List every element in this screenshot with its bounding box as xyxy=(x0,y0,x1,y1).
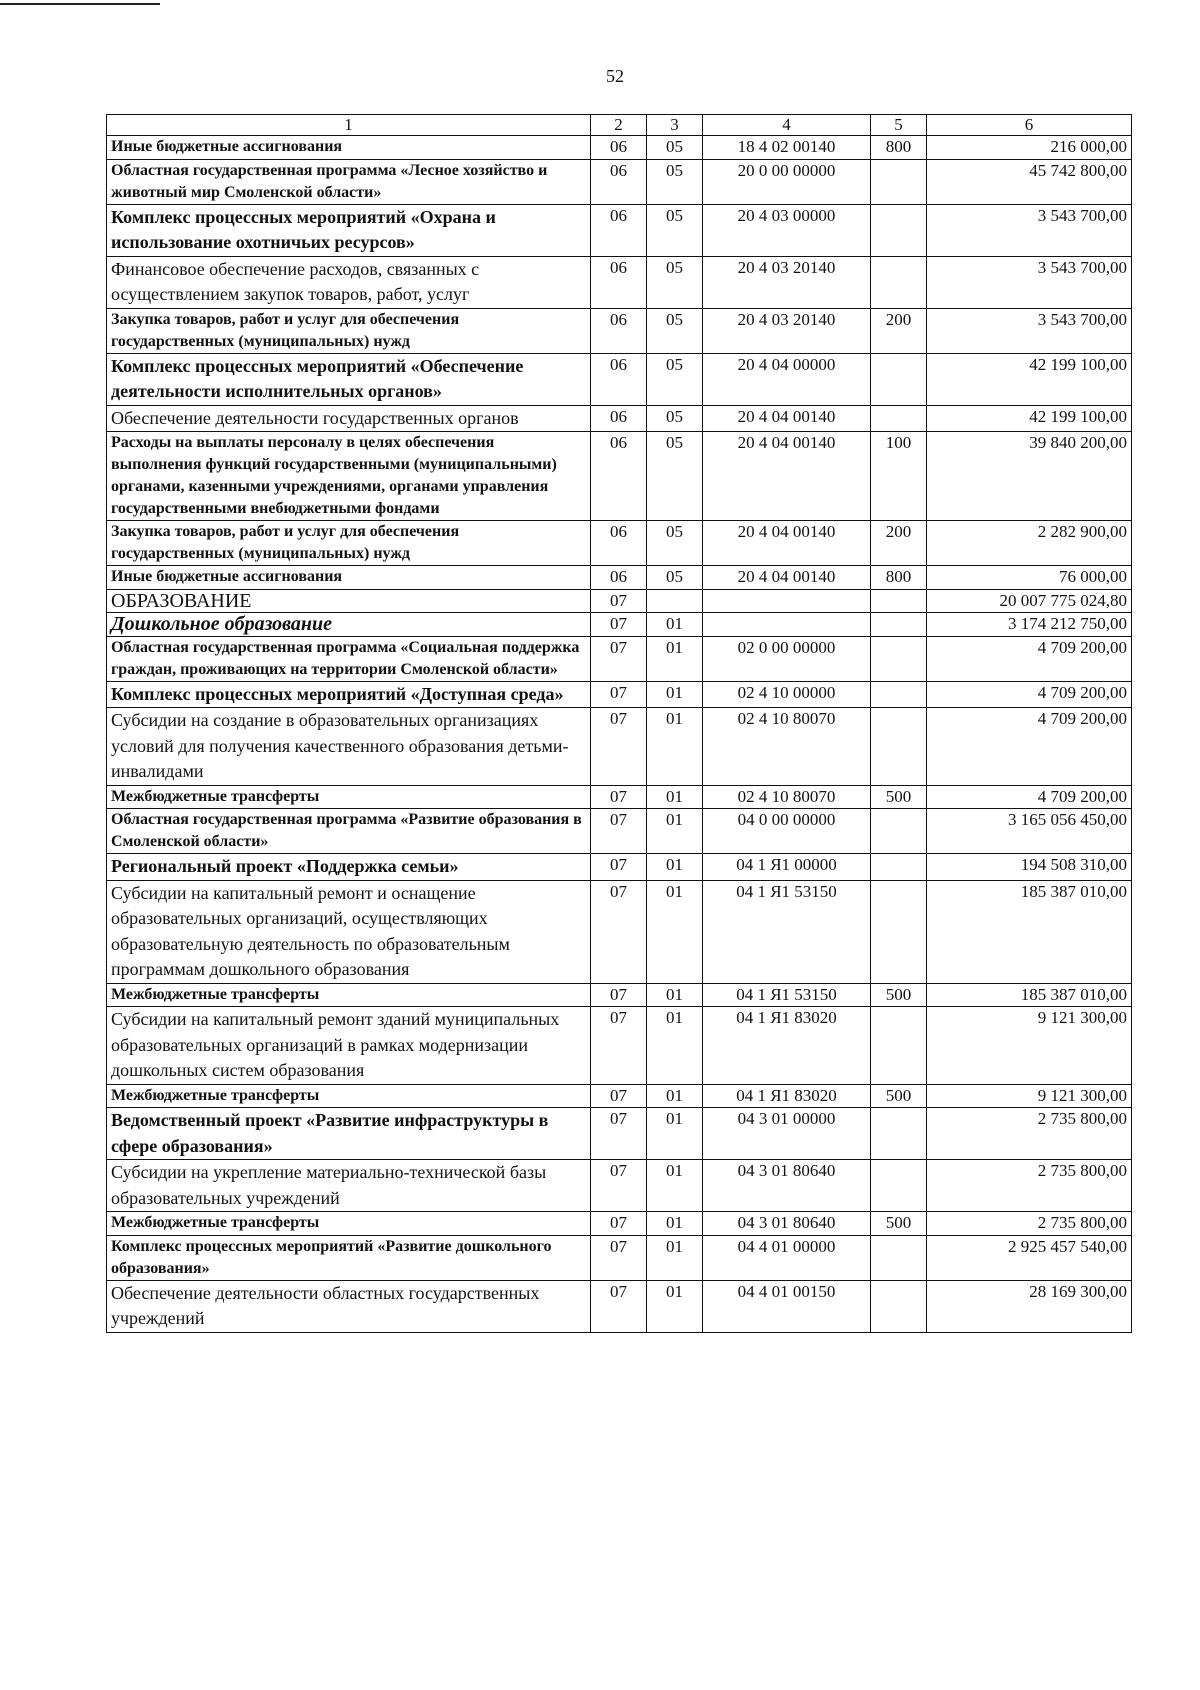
amount-cell: 4 709 200,00 xyxy=(927,708,1132,786)
target-article-cell: 20 4 04 00140 xyxy=(703,521,871,566)
row-name-cell: ОБРАЗОВАНИЕ xyxy=(107,589,591,613)
section-code-cell: 06 xyxy=(591,256,647,308)
subsection-code-cell: 05 xyxy=(647,256,703,308)
amount-cell: 3 543 700,00 xyxy=(927,308,1132,353)
subsection-code-cell: 05 xyxy=(647,521,703,566)
expense-type-cell: 200 xyxy=(871,308,927,353)
section-code-cell: 07 xyxy=(591,613,647,637)
row-name-cell: Закупка товаров, работ и услуг для обеспечения государственных (муниципальных) нужд xyxy=(107,521,591,566)
amount-cell: 185 387 010,00 xyxy=(927,983,1132,1007)
amount-cell: 4 709 200,00 xyxy=(927,636,1132,681)
target-article-cell: 20 4 04 00140 xyxy=(703,405,871,432)
amount-cell: 2 735 800,00 xyxy=(927,1108,1132,1160)
expense-type-cell xyxy=(871,880,927,983)
row-name-cell: Финансовое обеспечение расходов, связанных с осуществлением закупок товаров, работ, услуг xyxy=(107,256,591,308)
section-code-cell: 06 xyxy=(591,566,647,590)
scan-edge-line xyxy=(0,3,160,5)
row-name-cell: Областная государственная программа «Социальная поддержка граждан, проживающих на территории Смоленской области» xyxy=(107,636,591,681)
table-row xyxy=(107,432,1132,521)
table-row xyxy=(107,809,1132,854)
table-row xyxy=(107,983,1132,1007)
section-code-cell: 07 xyxy=(591,809,647,854)
section-code-cell: 07 xyxy=(591,1212,647,1236)
section-code-cell: 06 xyxy=(591,159,647,204)
table-row xyxy=(107,405,1132,432)
row-name-cell: Расходы на выплаты персоналу в целях обеспечения выполнения функций государственными (муниципальными) органами, казенными учреждениями, органами управления государственными внебюджетными фондами xyxy=(107,432,591,521)
subsection-code-cell: 01 xyxy=(647,1160,703,1212)
col-header-3: 3 xyxy=(647,115,703,136)
expense-type-cell xyxy=(871,1235,927,1280)
expense-type-cell xyxy=(871,256,927,308)
table-row xyxy=(107,1084,1132,1108)
section-code-cell: 07 xyxy=(591,708,647,786)
target-article-cell: 04 4 01 00000 xyxy=(703,1235,871,1280)
expense-type-cell xyxy=(871,353,927,405)
section-code-cell: 07 xyxy=(591,1160,647,1212)
subsection-code-cell: 01 xyxy=(647,809,703,854)
expense-type-cell xyxy=(871,1280,927,1332)
expense-type-cell xyxy=(871,204,927,256)
target-article-cell: 04 0 00 00000 xyxy=(703,809,871,854)
amount-cell: 39 840 200,00 xyxy=(927,432,1132,521)
section-code-cell: 07 xyxy=(591,854,647,881)
section-code-cell: 07 xyxy=(591,785,647,809)
subsection-code-cell: 05 xyxy=(647,159,703,204)
amount-cell: 9 121 300,00 xyxy=(927,1007,1132,1085)
target-article-cell: 20 4 04 00140 xyxy=(703,432,871,521)
expense-type-cell: 500 xyxy=(871,1084,927,1108)
row-name-cell: Комплекс процессных мероприятий «Доступная среда» xyxy=(107,681,591,708)
target-article-cell: 04 4 01 00150 xyxy=(703,1280,871,1332)
expense-type-cell xyxy=(871,1108,927,1160)
table-row xyxy=(107,1235,1132,1280)
section-code-cell: 07 xyxy=(591,880,647,983)
row-name-cell: Субсидии на капитальный ремонт зданий муниципальных образовательных организаций в рамках модернизации дошкольных систем образования xyxy=(107,1007,591,1085)
table-row xyxy=(107,681,1132,708)
subsection-code-cell: 01 xyxy=(647,1235,703,1280)
target-article-cell: 04 1 Я1 00000 xyxy=(703,854,871,881)
section-code-cell: 07 xyxy=(591,1007,647,1085)
expense-type-cell xyxy=(871,809,927,854)
table-row xyxy=(107,1212,1132,1236)
table-row xyxy=(107,785,1132,809)
target-article-cell: 20 4 03 20140 xyxy=(703,308,871,353)
subsection-code-cell: 01 xyxy=(647,1108,703,1160)
table-row xyxy=(107,308,1132,353)
col-header-6: 6 xyxy=(927,115,1132,136)
amount-cell: 3 174 212 750,00 xyxy=(927,613,1132,637)
subsection-code-cell xyxy=(647,589,703,613)
target-article-cell: 02 4 10 80070 xyxy=(703,785,871,809)
table-row xyxy=(107,1160,1132,1212)
amount-cell: 20 007 775 024,80 xyxy=(927,589,1132,613)
target-article-cell xyxy=(703,613,871,637)
row-name-cell: Комплекс процессных мероприятий «Обеспечение деятельности исполнительных органов» xyxy=(107,353,591,405)
target-article-cell: 04 3 01 80640 xyxy=(703,1212,871,1236)
subsection-code-cell: 01 xyxy=(647,1084,703,1108)
target-article-cell: 04 1 Я1 53150 xyxy=(703,983,871,1007)
amount-cell: 28 169 300,00 xyxy=(927,1280,1132,1332)
table-row xyxy=(107,589,1132,613)
expense-type-cell xyxy=(871,681,927,708)
amount-cell: 2 282 900,00 xyxy=(927,521,1132,566)
subsection-code-cell: 01 xyxy=(647,681,703,708)
subsection-code-cell: 05 xyxy=(647,204,703,256)
row-name-cell: Межбюджетные трансферты xyxy=(107,785,591,809)
col-header-5: 5 xyxy=(871,115,927,136)
section-code-cell: 06 xyxy=(591,204,647,256)
expense-type-cell xyxy=(871,613,927,637)
expense-type-cell xyxy=(871,708,927,786)
row-name-cell: Ведомственный проект «Развитие инфраструктуры в сфере образования» xyxy=(107,1108,591,1160)
subsection-code-cell: 01 xyxy=(647,983,703,1007)
table-row xyxy=(107,521,1132,566)
amount-cell: 76 000,00 xyxy=(927,566,1132,590)
amount-cell: 9 121 300,00 xyxy=(927,1084,1132,1108)
row-name-cell: Межбюджетные трансферты xyxy=(107,1084,591,1108)
amount-cell: 4 709 200,00 xyxy=(927,785,1132,809)
amount-cell: 42 199 100,00 xyxy=(927,405,1132,432)
subsection-code-cell: 05 xyxy=(647,432,703,521)
row-name-cell: Комплекс процессных мероприятий «Охрана и использование охотничьих ресурсов» xyxy=(107,204,591,256)
section-code-cell: 07 xyxy=(591,1235,647,1280)
row-name-cell: Субсидии на укрепление материально-технической базы образовательных учреждений xyxy=(107,1160,591,1212)
target-article-cell: 20 4 04 00000 xyxy=(703,353,871,405)
section-code-cell: 07 xyxy=(591,681,647,708)
subsection-code-cell: 01 xyxy=(647,636,703,681)
target-article-cell: 18 4 02 00140 xyxy=(703,136,871,160)
subsection-code-cell: 05 xyxy=(647,136,703,160)
budget-table xyxy=(106,114,1132,1333)
expense-type-cell xyxy=(871,1160,927,1212)
target-article-cell: 20 4 04 00140 xyxy=(703,566,871,590)
subsection-code-cell: 01 xyxy=(647,613,703,637)
table-row xyxy=(107,613,1132,637)
amount-cell: 45 742 800,00 xyxy=(927,159,1132,204)
row-name-cell: Субсидии на создание в образовательных организациях условий для получения качественного образования детьми-инвалидами xyxy=(107,708,591,786)
row-name-cell: Комплекс процессных мероприятий «Развитие дошкольного образования» xyxy=(107,1235,591,1280)
table-row xyxy=(107,204,1132,256)
row-name-cell: Иные бюджетные ассигнования xyxy=(107,136,591,160)
table-row xyxy=(107,159,1132,204)
row-name-cell: Областная государственная программа «Лесное хозяйство и животный мир Смоленской области» xyxy=(107,159,591,204)
amount-cell: 2 735 800,00 xyxy=(927,1160,1132,1212)
target-article-cell xyxy=(703,589,871,613)
expense-type-cell: 100 xyxy=(871,432,927,521)
expense-type-cell xyxy=(871,636,927,681)
section-code-cell: 07 xyxy=(591,589,647,613)
col-header-2: 2 xyxy=(591,115,647,136)
amount-cell: 3 543 700,00 xyxy=(927,204,1132,256)
table-row xyxy=(107,1108,1132,1160)
table-row xyxy=(107,353,1132,405)
section-code-cell: 07 xyxy=(591,983,647,1007)
row-name-cell: Региональный проект «Поддержка семьи» xyxy=(107,854,591,881)
amount-cell: 42 199 100,00 xyxy=(927,353,1132,405)
subsection-code-cell: 01 xyxy=(647,708,703,786)
target-article-cell: 02 0 00 00000 xyxy=(703,636,871,681)
expense-type-cell: 500 xyxy=(871,785,927,809)
amount-cell: 3 165 056 450,00 xyxy=(927,809,1132,854)
page-number: 52 xyxy=(606,66,624,86)
row-name-cell: Межбюджетные трансферты xyxy=(107,983,591,1007)
table-row xyxy=(107,708,1132,786)
amount-cell: 185 387 010,00 xyxy=(927,880,1132,983)
row-name-cell: Дошкольное образование xyxy=(107,613,591,637)
section-code-cell: 06 xyxy=(591,136,647,160)
target-article-cell: 20 0 00 00000 xyxy=(703,159,871,204)
table-row xyxy=(107,566,1132,590)
target-article-cell: 02 4 10 00000 xyxy=(703,681,871,708)
amount-cell: 3 543 700,00 xyxy=(927,256,1132,308)
table-body xyxy=(107,136,1132,1333)
table-row xyxy=(107,256,1132,308)
col-header-4: 4 xyxy=(703,115,871,136)
target-article-cell: 04 3 01 80640 xyxy=(703,1160,871,1212)
target-article-cell: 20 4 03 20140 xyxy=(703,256,871,308)
expense-type-cell: 800 xyxy=(871,136,927,160)
expense-type-cell: 500 xyxy=(871,1212,927,1236)
section-code-cell: 06 xyxy=(591,353,647,405)
subsection-code-cell: 01 xyxy=(647,880,703,983)
row-name-cell: Обеспечение деятельности областных государственных учреждений xyxy=(107,1280,591,1332)
subsection-code-cell: 05 xyxy=(647,308,703,353)
amount-cell: 2 925 457 540,00 xyxy=(927,1235,1132,1280)
target-article-cell: 04 1 Я1 53150 xyxy=(703,880,871,983)
expense-type-cell xyxy=(871,854,927,881)
target-article-cell: 20 4 03 00000 xyxy=(703,204,871,256)
row-name-cell: Межбюджетные трансферты xyxy=(107,1212,591,1236)
table-row xyxy=(107,1280,1132,1332)
target-article-cell: 02 4 10 80070 xyxy=(703,708,871,786)
subsection-code-cell: 01 xyxy=(647,1280,703,1332)
expense-type-cell: 200 xyxy=(871,521,927,566)
expense-type-cell xyxy=(871,589,927,613)
amount-cell: 194 508 310,00 xyxy=(927,854,1132,881)
amount-cell: 4 709 200,00 xyxy=(927,681,1132,708)
table-row xyxy=(107,854,1132,881)
table-row xyxy=(107,880,1132,983)
table-row xyxy=(107,636,1132,681)
section-code-cell: 07 xyxy=(591,1280,647,1332)
subsection-code-cell: 05 xyxy=(647,405,703,432)
amount-cell: 216 000,00 xyxy=(927,136,1132,160)
expense-type-cell xyxy=(871,159,927,204)
section-code-cell: 07 xyxy=(591,1108,647,1160)
expense-type-cell xyxy=(871,1007,927,1085)
section-code-cell: 07 xyxy=(591,636,647,681)
expense-type-cell: 800 xyxy=(871,566,927,590)
section-code-cell: 06 xyxy=(591,308,647,353)
subsection-code-cell: 05 xyxy=(647,353,703,405)
row-name-cell: Областная государственная программа «Развитие образования в Смоленской области» xyxy=(107,809,591,854)
section-code-cell: 07 xyxy=(591,1084,647,1108)
expense-type-cell xyxy=(871,405,927,432)
subsection-code-cell: 01 xyxy=(647,785,703,809)
row-name-cell: Субсидии на капитальный ремонт и оснащение образовательных организаций, осуществляющих образовательную деятельность по образовательным программам дошкольного образования xyxy=(107,880,591,983)
row-name-cell: Обеспечение деятельности государственных органов xyxy=(107,405,591,432)
table-row xyxy=(107,1007,1132,1085)
amount-cell: 2 735 800,00 xyxy=(927,1212,1132,1236)
section-code-cell: 06 xyxy=(591,521,647,566)
section-code-cell: 06 xyxy=(591,405,647,432)
subsection-code-cell: 01 xyxy=(647,854,703,881)
subsection-code-cell: 05 xyxy=(647,566,703,590)
row-name-cell: Закупка товаров, работ и услуг для обеспечения государственных (муниципальных) нужд xyxy=(107,308,591,353)
target-article-cell: 04 3 01 00000 xyxy=(703,1108,871,1160)
col-header-1: 1 xyxy=(107,115,591,136)
table-row xyxy=(107,136,1132,160)
target-article-cell: 04 1 Я1 83020 xyxy=(703,1007,871,1085)
row-name-cell: Иные бюджетные ассигнования xyxy=(107,566,591,590)
header-row xyxy=(107,115,1132,136)
target-article-cell: 04 1 Я1 83020 xyxy=(703,1084,871,1108)
section-code-cell: 06 xyxy=(591,432,647,521)
expense-type-cell: 500 xyxy=(871,983,927,1007)
subsection-code-cell: 01 xyxy=(647,1007,703,1085)
subsection-code-cell: 01 xyxy=(647,1212,703,1236)
